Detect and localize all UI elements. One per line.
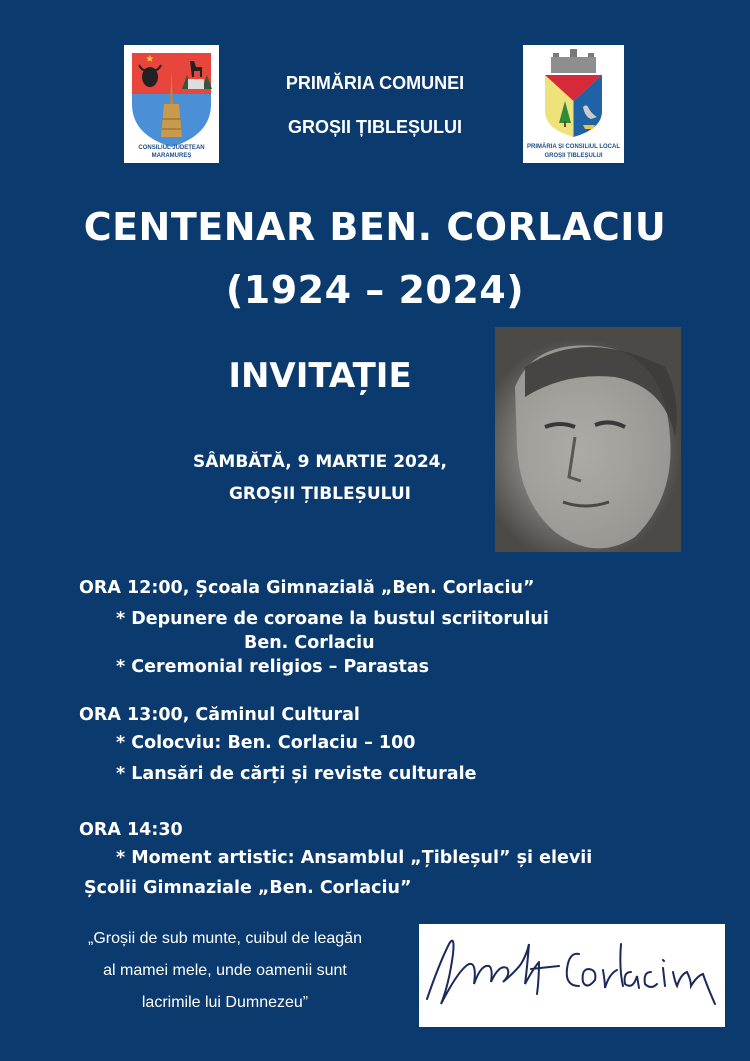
portrait-icon	[495, 327, 681, 552]
grosii-tiblesului-logo	[523, 45, 624, 163]
schedule-3-item-1-cont: Școlii Gimnaziale „Ben. Corlaciu”	[84, 878, 412, 898]
title-line-1: CENTENAR BEN. CORLACIU	[83, 205, 667, 249]
title-line-2: (1924 – 2024)	[225, 268, 525, 312]
signature-box	[419, 924, 725, 1027]
schedule-2-time-place: ORA 13:00, Căminul Cultural	[79, 705, 360, 725]
logo-right-caption-2: GROȘII ȚIBLEȘULUI	[544, 153, 603, 159]
portrait-photo	[495, 327, 681, 552]
schedule-3-item-1: * Moment artistic: Ansamblul „Țibleșul” și elevii	[116, 848, 593, 868]
schedule-1-item-1: * Depunere de coroane la bustul scriitorului	[116, 609, 549, 629]
quote-line-2: al mamei mele, unde oamenii sunt	[103, 962, 347, 979]
quote-line-1: „Groșii de sub munte, cuibul de leagăn	[88, 930, 362, 947]
logo-right-caption-1: PRIMĂRIA ȘI CONSILIUL LOCAL	[527, 144, 620, 150]
schedule-1-time-place: ORA 12:00, Școala Gimnazială „Ben. Corlaciu”	[79, 578, 535, 598]
event-place: GROȘII ȚIBLEȘULUI	[228, 484, 412, 504]
header-line-1: PRIMĂRIA COMUNEI	[285, 73, 465, 93]
schedule-3-time: ORA 14:30	[79, 820, 183, 840]
maramures-coat-of-arms-icon	[124, 49, 219, 149]
schedule-1-item-2: * Ceremonial religios – Parastas	[116, 657, 430, 677]
invitation-heading: INVITAȚIE	[228, 356, 412, 396]
signature-icon	[419, 924, 725, 1027]
maramures-logo	[124, 45, 219, 163]
grosii-tiblesului-coat-of-arms-icon	[523, 49, 624, 139]
logo-left-caption: CONSILIUL JUDEȚEAN MARAMUREȘ	[138, 145, 205, 159]
header-line-2: GROȘII ȚIBLEȘULUI	[287, 117, 462, 137]
schedule-1-item-1-cont: Ben. Corlaciu	[244, 633, 375, 653]
event-date: SÂMBĂTĂ, 9 MARTIE 2024,	[193, 452, 447, 472]
schedule-2-item-1: * Colocviu: Ben. Corlaciu – 100	[116, 733, 416, 753]
quote-line-3: lacrimile lui Dumnezeu”	[141, 994, 309, 1011]
schedule-2-item-2: * Lansări de cărți și reviste culturale	[116, 764, 477, 784]
